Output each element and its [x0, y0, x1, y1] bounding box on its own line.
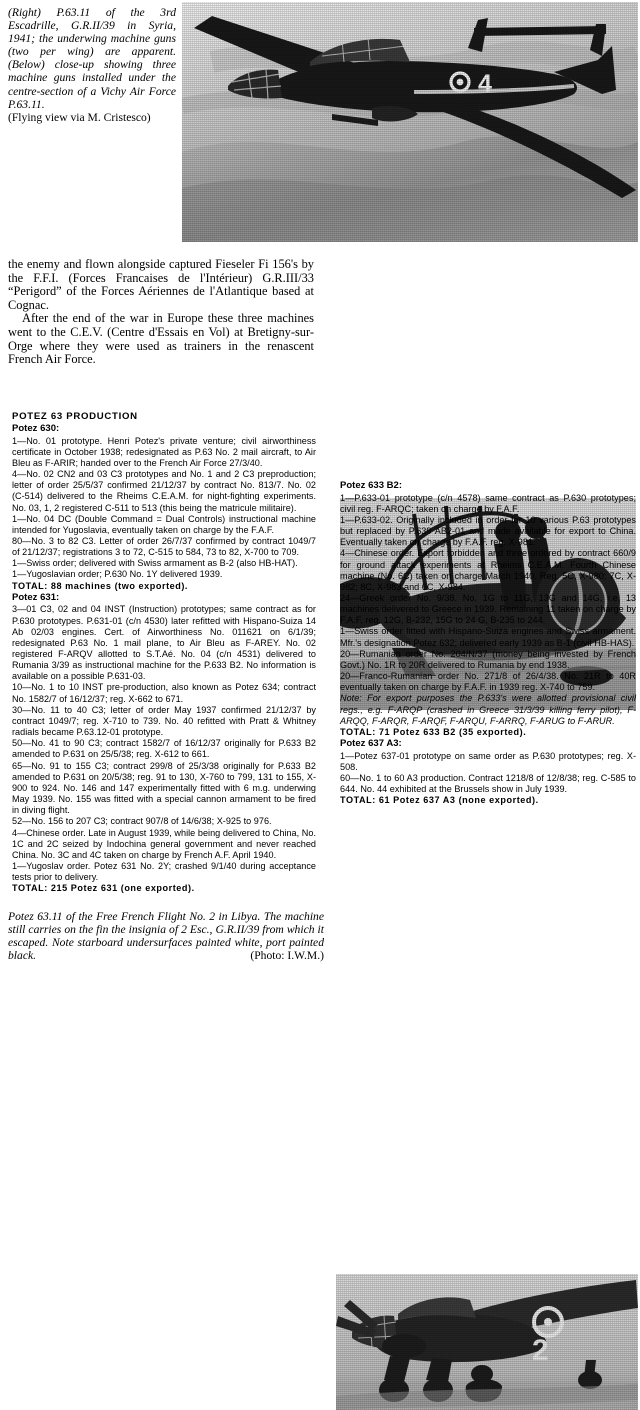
- entry-630-2: 4—No. 02 CN2 and 03 C3 prototypes and No. 1 and 2 C3 preproduction; letter of order 25/5/37 confirmed 21/12/37 by contract No. 813/7. No. 02 (C-514) delivered to the Rheims C.E.A.M. for night-fighting experiments. No. 03, 1, 2 registered C-511 to 513 (this being the matricule militaire).: [12, 469, 316, 513]
- entry-631-4: 50—No. 41 to 90 C3; contract 1582/7 of 16/12/37 originally for P.633 B2 amended to P.631 on 25/5/38; reg. X-612 to 661.: [12, 738, 316, 760]
- total-potez-633: TOTAL: 71 Potez 633 B2 (35 exported).: [340, 726, 527, 737]
- intro-paragraph-1: the enemy and flown alongside captured Fieseler Fi 156's by the F.F.I. (Forces Francaises de l'Intérieur) G.R.III/33 “Perigord” of the Forces Aériennes de l'Atlantique based at Cognac.: [8, 257, 314, 312]
- entry-630-3: 1—No. 04 DC (Double Command = Dual Controls) instructional machine intended for Yugoslavia, eventually taken on charge by the F.A.F.: [12, 513, 316, 535]
- section-title-potez-633-b2: Potez 633 B2:: [340, 480, 403, 491]
- entry-631-5: 65—No. 91 to 155 C3; contract 299/8 of 25/3/38 originally for P.633 B2 amended to P.631 on 20/5/38; reg. 91 to 130, X-760 to 799, 131 to 155, X-900 to 924. No. 146 and 147 experimentally fitted with 6 m.g. underwing May 1939. No. 155 was fitted with a special cannon armament to be fired in diving flight.: [12, 760, 316, 816]
- entry-633-4: 24—Greek order No. 9/38. No. 1G to 11G, 13G and 14G, i.e. 13 machines delivered to Greece in 1939. Remaining 11 taken on charge by F.A.F. reg. 12G, B-232, 15G to 24 G, B-235 to 244.: [340, 593, 636, 626]
- section-title-potez-631: Potez 631:: [12, 591, 60, 603]
- top-photo-caption: [8, 6, 176, 124]
- total-potez-630: TOTAL: 88 machines (two exported).: [12, 580, 189, 591]
- entry-631-7: 4—Chinese order. Late in August 1939, while being delivered to China, No. 1C and 2C seized by Indochina general government and never reached China. No. 3C and 4C taken on charge by French A.F. April 1940.: [12, 827, 316, 860]
- bottom-photo-potez-63-11-libya: [336, 1274, 638, 1410]
- bottom-photo-caption-text: Potez 63.11 of the Free French Flight No. 2 in Libya. The machine still carries on the fin the insignia of 2 Esc., G.R.II/39 from which it escaped. Note starboard undersurfaces painted white, port painted black.: [8, 910, 324, 963]
- entry-633-5: 1—Swiss order fitted with Hispano-Suiza engines and Swiss armament. Mfr.'s designation Potez 632; delivered early 1939 as B-1 (civil HB-HAS).: [340, 626, 636, 648]
- note-633: Note: For export purposes the P.633's were allotted provisional civil regs., e.g. F-ARQP (crashed in Greece 31/3/39 killing ferry pilot), F-ARQQ, F-ARQR, F-ARQF, F-ARQU, F-ARRQ, F-ARUG to F-ARUR.: [340, 693, 636, 726]
- production-list-left-column: [12, 410, 316, 894]
- entry-630-5: 1—Swiss order; delivered with Swiss armament as B-2 (also HB-HAT).: [12, 558, 298, 569]
- entry-631-8: 1—Yugoslav order. Potez 631 No. 2Y; crashed 9/1/40 during acceptance tests prior to delivery.: [12, 860, 316, 883]
- entry-633-2: 1—P.633-02. Originally included in order for 10 various P.63 prototypes but replaced by P.639 AB2-01 and made available for export to China. Eventually taken on charge by F.A.F. reg. X-981.: [340, 514, 636, 548]
- entry-631-3: 30—No. 11 to 40 C3; letter of order May 1937 confirmed 21/12/37 by contract 1049/7; reg. X-710 to 739. No. 40 refitted with Pratt & Whitney radials became P.63.12-01 prototype.: [12, 704, 316, 738]
- top-photo-artwork: [182, 2, 638, 242]
- total-potez-637: TOTAL: 61 Potez 637 A3 (none exported).: [340, 795, 539, 806]
- bottom-photo-caption: [8, 910, 324, 962]
- intro-paragraph-2: After the end of the war in Europe these three machines went to the C.E.V. (Centre d'Essais en Vol) at Bretigny-sur-Orge where they were used as trainers in the renascent French Air Force.: [8, 311, 314, 367]
- total-potez-631: TOTAL: 215 Potez 631 (one exported).: [12, 883, 195, 894]
- production-heading: POTEZ 63 PRODUCTION: [12, 411, 138, 422]
- bottom-photo-credit: (Photo: I.W.M.): [250, 949, 324, 963]
- entry-631-1: 3—01 C3, 02 and 04 INST (Instruction) prototypes; same contract as for P.630 prototypes. P.631-01 (c/n 4530) later refitted with Hispano-Suiza 14 Ab 02/03 engines. Cert. of Airworthiness No. 011621 on 6/1/39; redesignated P.63 No. 1 mail plane, to Air Bleu as F-AREY. No. 02 registered F-ARQV allotted to S.T.Aé. No. 04 (c/n 4531) delivered to Rumania 3/39 as instructional machine for the P.633 B2. No information is available on a possible P.631-03.: [12, 604, 316, 682]
- intro-body-text: [8, 258, 314, 367]
- bottom-photo-artwork: [336, 1274, 638, 1410]
- entry-631-2: 10—No. 1 to 10 INST pre-production, also known as Potez 634; contract No. 1582/7 of 16/12/37; reg. X-662 to 671.: [12, 682, 316, 704]
- entry-633-6: 20—Rumanian order No. 204/N/37 (money being invested by French Govt.) No. 1R to 20R delivered to Rumania by end 1938.: [340, 648, 636, 670]
- entry-630-6: 1—Yugoslavian order; P.630 No. 1Y delivered 1939.: [12, 569, 223, 580]
- entry-633-3: 4—Chinese order. Export forbidden and three ordered by contract 660/9 for ground attack experiments at Rheims C.E.A.M. Fourth Chinese machine (No. 6C) taken on charge March 1940. Reg. 5C, X-980; 7C, X-982; 8C, X-983 and 6C, X-984.: [340, 548, 636, 592]
- entry-630-4: 80—No. 3 to 82 C3. Letter of order 26/7/37 confirmed by contract 1049/7 of 21/12/37; registrations 3 to 72, C-515 to 584, 73 to 82, X-700 to 709.: [12, 536, 316, 558]
- entry-631-6: 52—No. 156 to 207 C3; contract 907/8 of 14/6/38; X-925 to 976.: [12, 816, 272, 827]
- entry-637-2: 60—No. 1 to 60 A3 production. Contract 1218/8 of 12/8/38; reg. C-585 to 644. No. 44 exhibited at the Brussels show in July 1939.: [340, 772, 636, 795]
- top-photo-credit: (Flying view via M. Cristesco): [8, 110, 151, 124]
- top-photo-potez-63-11-in-flight: [182, 2, 638, 242]
- production-list-right-column: [340, 480, 636, 806]
- entry-633-1: 1—P.633-01 prototype (c/n 4578) same contract as P.630 prototypes; civil reg. F-ARQC; taken on charge by F.A.F.: [340, 492, 636, 514]
- section-title-potez-637-a3: Potez 637 A3:: [340, 738, 402, 750]
- top-photo-caption-text: (Right) P.63.11 of the 3rd Escadrille, G.R.II/39 in Syria, 1941; the underwing machine guns (two per wing) are apparent. (Below) close-up showing three machine guns installed under the centre-section of a Vichy Air Force P.63.11.: [8, 6, 176, 111]
- entry-637-1: 1—Potez 637-01 prototype on same order as P.630 prototypes; reg. X-508.: [340, 750, 636, 772]
- entry-630-1: 1—No. 01 prototype. Henri Potez's private venture; civil airworthiness certificate in October 1938; redesignated as P.63 No. 2 mail aircraft, to Air Bleu as F-ARIR; handed over to the French Air Force 27/3/40.: [12, 435, 316, 468]
- section-title-potez-630: Potez 630:: [12, 423, 60, 434]
- fuselage-code: 2: [532, 1334, 549, 1367]
- svg-text:4: 4: [478, 70, 492, 98]
- entry-633-7: 20—Franco-Rumanian order No. 271/8 of 26/4/38. No. 21R to 40R eventually taken on charge by F.A.F. in 1939 reg. X-740 to 759.: [340, 671, 636, 693]
